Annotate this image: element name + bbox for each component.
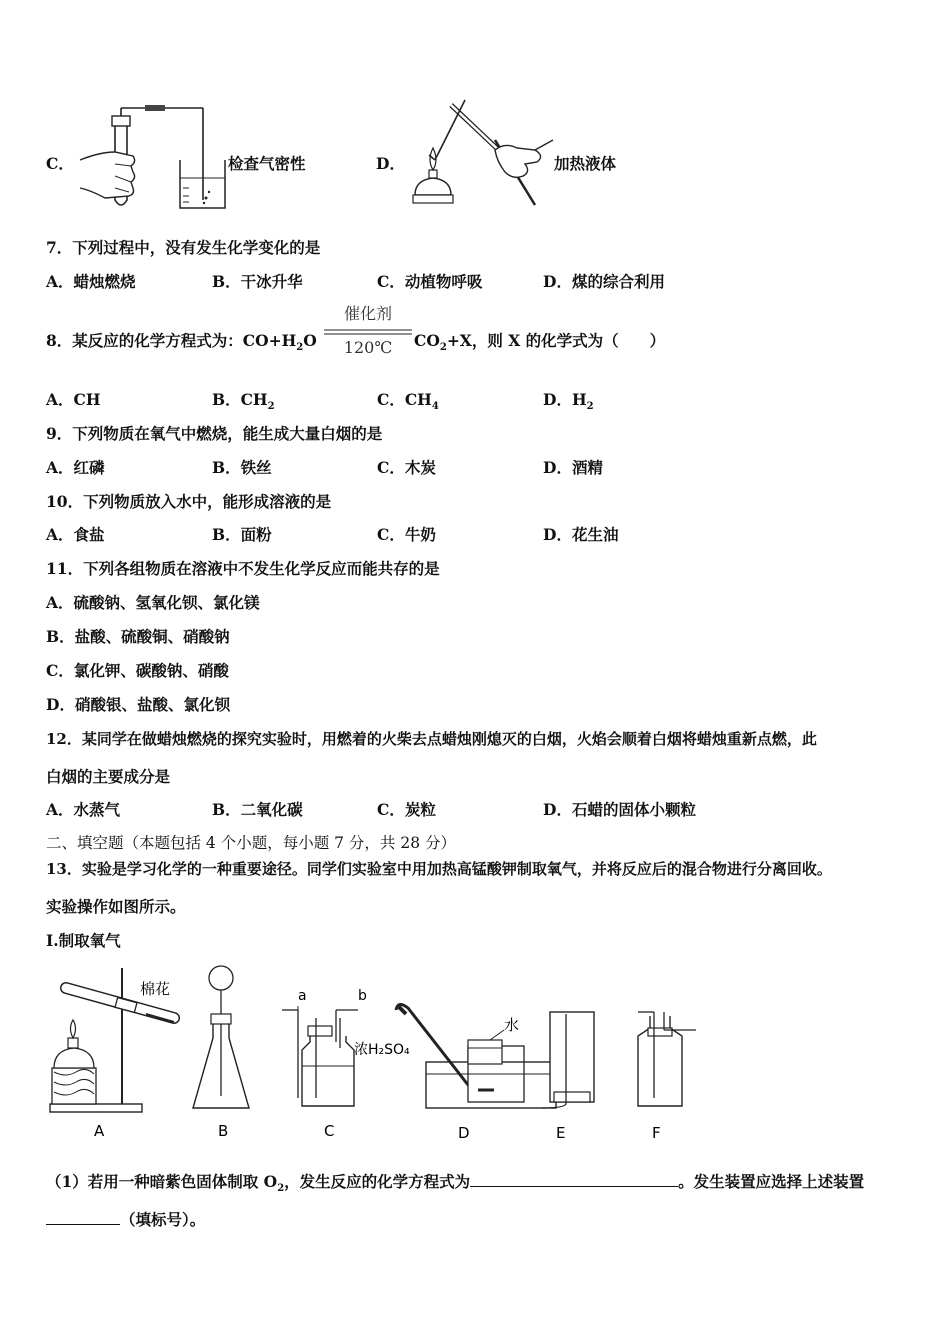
q7-option-d: D．煤的综合利用 (543, 272, 665, 291)
label-cotton: 棉花 (140, 980, 171, 998)
q13-stem-line2: 实验操作如图所示。 (46, 897, 186, 916)
q8-temperature-label: 120℃ (343, 338, 393, 357)
q12-option-a: A．水蒸气 (46, 800, 121, 819)
q9-option-b: B．铁丝 (212, 458, 272, 477)
q12-option-c: C．炭粒 (377, 800, 436, 819)
q8-option-b: B．$CH_2$ (212, 390, 275, 413)
q11-stem: 11．下列各组物质在溶液中不发生化学反应而能共存的是 (46, 559, 440, 578)
q6-option-c-text: 检查气密性 (228, 154, 306, 173)
section-2-heading: 二、填空题（本题包括 4 个小题，每小题 7 分，共 28 分） (46, 834, 457, 852)
q10-option-a: A．食盐 (46, 525, 105, 544)
q9-stem: 9．下列物质在氧气中燃烧，能生成大量白烟的是 (46, 424, 383, 443)
q9-option-c: C．木炭 (377, 458, 436, 477)
q8-stem: 8．某反应的化学方程式为：$CO+H_2O$ (46, 331, 317, 354)
label-C: C (324, 1122, 335, 1140)
label-conc-sulfuric-acid: 浓H₂SO₄ (354, 1042, 410, 1058)
q11-option-c: C．氯化钾、碳酸钠、硝酸 (46, 661, 229, 680)
q10-stem: 10．下列物质放入水中，能形成溶液的是 (46, 492, 332, 511)
q9-option-a: A．红磷 (46, 458, 105, 477)
label-E: E (556, 1124, 566, 1142)
answer-blank-apparatus[interactable] (46, 1210, 120, 1225)
q13-apparatus-figure (46, 958, 706, 1142)
q6-option-c-letter: C． (46, 154, 74, 173)
q13-sub1-line1: （1）若用一种暗紫色固体制取 $O_2$，发生反应的化学方程式为 。发生装置应选择上述装置 (46, 1172, 865, 1195)
q8-option-c: C．$CH_4$ (377, 390, 439, 413)
q11-option-b: B．盐酸、硫酸铜、硝酸钠 (46, 627, 230, 646)
q12-option-d: D．石蜡的固体小颗粒 (543, 800, 696, 819)
q7-option-a: A．蜡烛燃烧 (46, 272, 136, 291)
q11-option-a: A．硫酸钠、氢氧化钡、氯化镁 (46, 593, 260, 612)
q13-sub1-line2: （填标号）。 (46, 1208, 205, 1230)
q6-option-d-letter: D． (376, 154, 405, 173)
q10-option-d: D．花生油 (543, 525, 619, 544)
label-water: 水 (504, 1016, 520, 1034)
q10-option-b: B．面粉 (212, 525, 272, 544)
apparatus-e (542, 1012, 594, 1108)
q6-option-d-text: 加热液体 (554, 154, 617, 173)
q7-option-c: C．动植物呼吸 (377, 272, 483, 291)
q13-stem-line1: 13．实验是学习化学的一种重要途径。同学们实验室中用加热高锰酸钾制取氧气，并将反应后的混合物进行分离回收。 (46, 860, 832, 878)
q8-reaction-arrow (324, 329, 412, 335)
label-a: a (298, 988, 307, 1004)
answer-blank-equation[interactable] (470, 1172, 678, 1187)
q8-option-d: D．$H_2$ (543, 390, 594, 413)
q8-option-a: A．CH (46, 390, 101, 409)
label-A: A (94, 1122, 105, 1140)
label-b: b (358, 988, 367, 1004)
apparatus-c (282, 1006, 358, 1106)
q13-part1-title: Ⅰ.制取氧气 (46, 931, 121, 950)
label-F: F (652, 1124, 661, 1142)
apparatus-d (396, 1004, 556, 1108)
q6-d-heating-liquid-figure (405, 100, 555, 215)
q12-stem-line2: 白烟的主要成分是 (46, 767, 171, 786)
q10-option-c: C．牛奶 (377, 525, 436, 544)
q7-stem: 7．下列过程中，没有发生化学变化的是 (46, 238, 321, 257)
q7-option-b: B．干冰升华 (212, 272, 303, 291)
apparatus-f (638, 1012, 696, 1106)
q8-product: $CO_2+X$，则 X 的化学式为（ ） (414, 331, 666, 354)
q11-option-d: D．硝酸银、盐酸、氯化钡 (46, 695, 230, 714)
q12-stem-line1: 12．某同学在做蜡烛燃烧的探究实验时，用燃着的火柴去点蜡烛刚熄灭的白烟，火焰会顺着白烟将蜡烛重新点燃，此 (46, 730, 817, 748)
q9-option-d: D．酒精 (543, 458, 603, 477)
apparatus-b (193, 966, 249, 1108)
q8-catalyst-label: 催化剂 (343, 304, 392, 323)
q12-option-b: B．二氧化碳 (212, 800, 303, 819)
label-B: B (218, 1122, 229, 1140)
label-D: D (458, 1124, 470, 1142)
q6-c-airtightness-figure (75, 100, 225, 215)
